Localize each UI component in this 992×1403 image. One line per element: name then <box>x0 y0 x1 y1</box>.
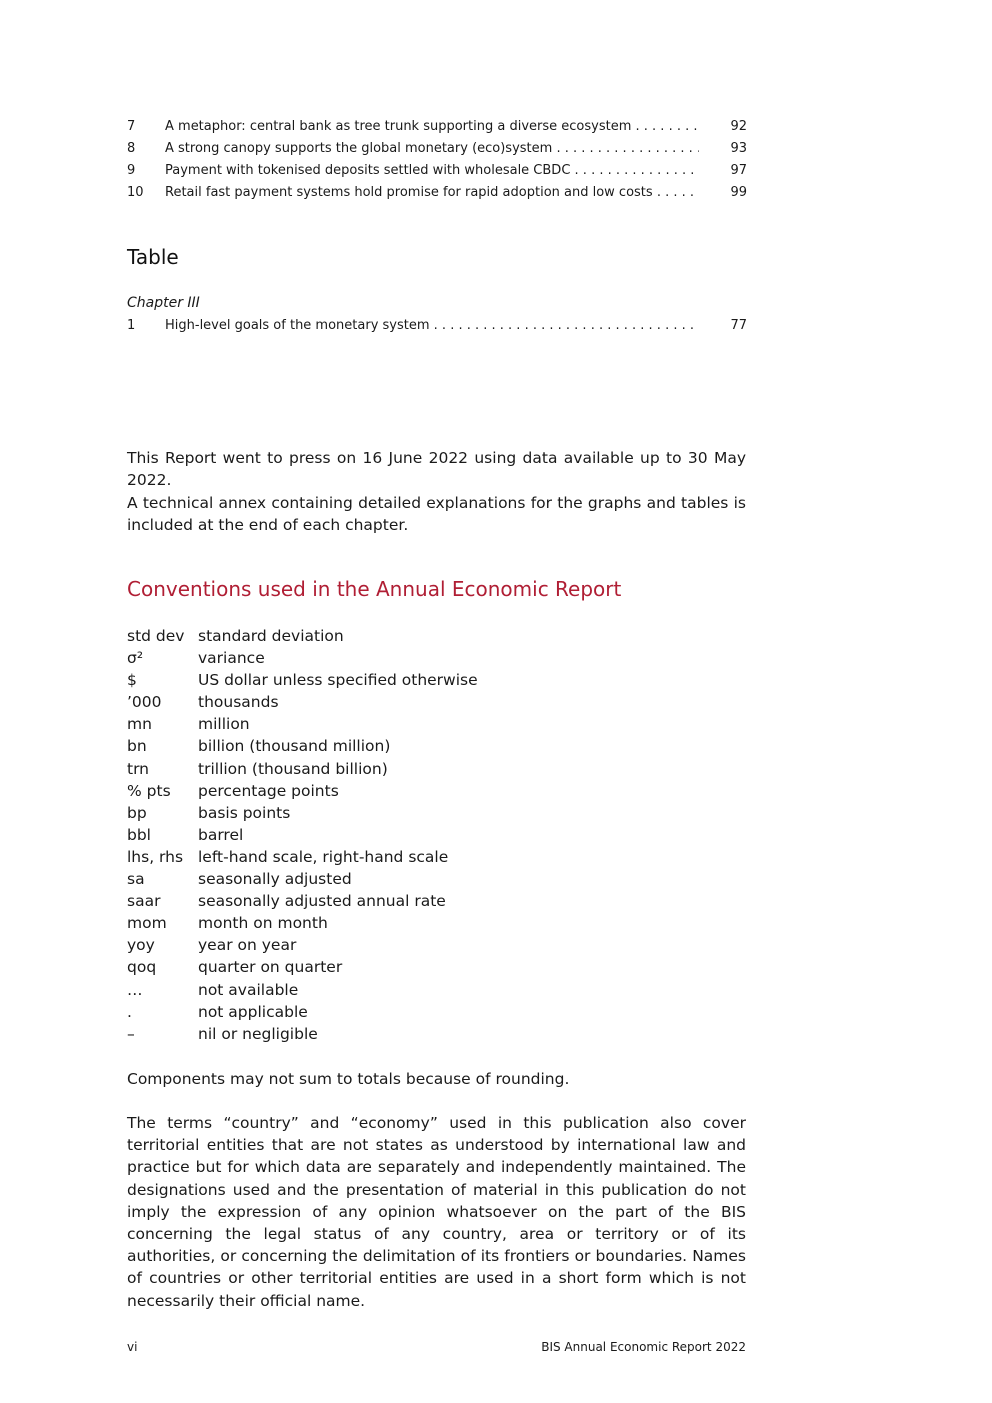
definition: billion (thousand million) <box>198 737 391 756</box>
convention-row <box>127 647 747 669</box>
abbreviation: lhs, rhs <box>127 847 184 866</box>
convention-row <box>127 890 747 912</box>
definition: year on year <box>198 936 297 955</box>
abbreviation: sa <box>127 870 145 889</box>
convention-row <box>127 956 747 978</box>
convention-row <box>127 846 747 868</box>
entry-page: 77 <box>730 318 747 333</box>
entry-title: Retail fast payment systems hold promise for rapid adoption and low costs . . . <box>165 182 699 204</box>
toc-entry-figure-9[interactable] <box>127 160 747 182</box>
conventions-list <box>127 625 747 1045</box>
convention-row <box>127 1001 747 1023</box>
definition: barrel <box>198 825 244 844</box>
abbreviation: mn <box>127 715 152 734</box>
abbreviation: std dev <box>127 627 185 645</box>
entry-title: A strong canopy supports the global monetary (eco)system . . . <box>165 138 699 160</box>
convention-row <box>127 824 747 846</box>
definition: not applicable <box>198 1002 308 1021</box>
convention-row <box>127 868 747 890</box>
convention-row <box>127 713 747 735</box>
convention-row <box>127 912 747 934</box>
convention-row <box>127 691 747 713</box>
definition: standard deviation <box>198 627 344 645</box>
publication-title: BIS Annual Economic Report 2022 <box>541 1340 746 1354</box>
definition: million <box>198 715 250 734</box>
toc-entry-table-1[interactable] <box>127 315 747 337</box>
definition: variance <box>198 649 265 668</box>
conventions-heading: Conventions used in the Annual Economic Report <box>127 577 622 601</box>
entry-page: 92 <box>730 119 747 134</box>
toc-entry-figure-7[interactable] <box>127 116 747 138</box>
entry-title: Payment with tokenised deposits settled with wholesale CBDC . . . <box>165 160 699 182</box>
definition: percentage points <box>198 781 339 800</box>
entry-title: High-level goals of the monetary system . . . <box>165 315 699 337</box>
definition: seasonally adjusted annual rate <box>198 892 446 911</box>
abbreviation: yoy <box>127 936 155 955</box>
definition: quarter on quarter <box>198 958 343 977</box>
definition: month on month <box>198 914 328 933</box>
definition: US dollar unless specified otherwise <box>198 671 478 690</box>
entry-number: 1 <box>127 318 136 333</box>
definition: basis points <box>198 803 291 822</box>
definition: thousands <box>198 693 279 712</box>
convention-row <box>127 758 747 780</box>
definition: nil or negligible <box>198 1024 318 1043</box>
toc-entry-figure-8[interactable] <box>127 138 747 160</box>
definition: seasonally adjusted <box>198 870 352 889</box>
toc-entry-figure-10[interactable] <box>127 182 747 204</box>
convention-row <box>127 669 747 691</box>
terms-note: The terms “country” and “economy” used in this publication also cover territorial entities that are not states as understood by international law and practice but for which data are separately and independently maintained. The designations used and the presentation of material in this publication do not imply the expression of any opinion whatsoever on the part of the BIS concerning the legal status of any country, area or territory or of its authorities, or concerning the delimitation of its frontiers or boundaries. Names of countries or other territorial entities are used in a short form which is not necessarily their official name. <box>127 1114 746 1310</box>
abbreviation: mom <box>127 914 167 933</box>
abbreviation: – <box>127 1024 135 1043</box>
convention-row <box>127 802 747 824</box>
convention-row <box>127 780 747 802</box>
entry-page: 99 <box>730 185 747 200</box>
convention-row <box>127 1023 747 1045</box>
definition: not available <box>198 980 299 999</box>
entry-number: 7 <box>127 119 136 134</box>
abbreviation: σ² <box>127 649 144 668</box>
table-section-heading: Table <box>127 245 179 269</box>
entry-number: 8 <box>127 141 136 156</box>
rounding-note: Components may not sum to totals because of rounding. <box>127 1070 570 1088</box>
abbreviation: bn <box>127 737 147 756</box>
abbreviation: bp <box>127 803 147 822</box>
entry-page: 97 <box>730 163 747 178</box>
press-note: This Report went to press on 16 June 2022 using data available up to 30 May 2022. <box>127 449 746 490</box>
convention-row <box>127 625 747 647</box>
chapter-label: Chapter III <box>127 295 200 311</box>
entry-title: A metaphor: central bank as tree trunk supporting a diverse ecosystem . . . <box>165 116 699 138</box>
definition: left-hand scale, right-hand scale <box>198 847 449 866</box>
abbreviation: … <box>127 980 143 999</box>
convention-row <box>127 979 747 1001</box>
convention-row <box>127 934 747 956</box>
entry-number: 10 <box>127 185 144 200</box>
abbreviation: saar <box>127 892 161 911</box>
page-number: vi <box>127 1340 138 1354</box>
abbreviation: qoq <box>127 958 157 977</box>
definition: trillion (thousand billion) <box>198 759 388 778</box>
abbreviation: bbl <box>127 825 151 844</box>
entry-number: 9 <box>127 163 136 178</box>
abbreviation: trn <box>127 759 150 778</box>
abbreviation: % pts <box>127 781 171 800</box>
abbreviation: ’000 <box>127 693 162 712</box>
annex-note: A technical annex containing detailed explanations for the graphs and tables is included at the end of each chapter. <box>127 494 746 535</box>
abbreviation: $ <box>127 671 137 690</box>
convention-row <box>127 735 747 757</box>
abbreviation: . <box>127 1002 132 1021</box>
entry-page: 93 <box>730 141 747 156</box>
